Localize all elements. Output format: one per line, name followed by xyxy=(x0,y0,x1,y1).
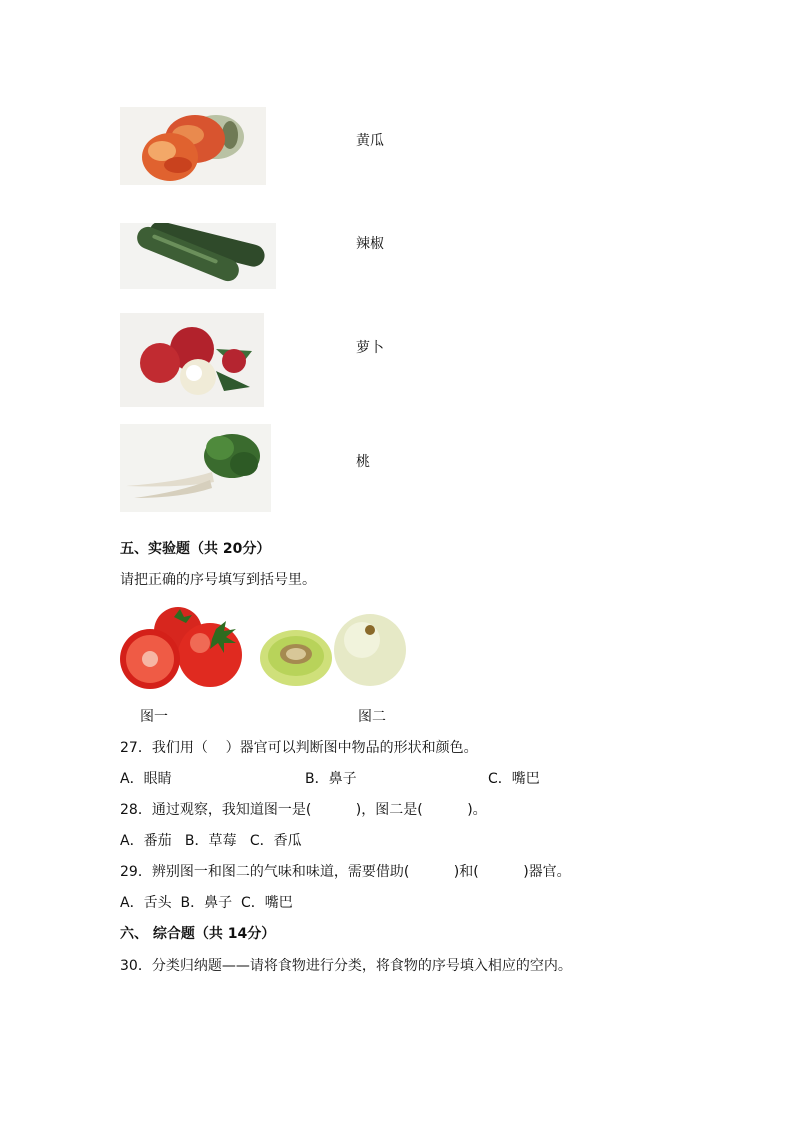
question-30: 30．分类归纳题——请将食物进行分类，将食物的序号填入相应的空内。 xyxy=(120,958,572,974)
cucumber-image xyxy=(120,223,276,289)
figure-1-label: 图一 xyxy=(140,709,168,725)
melon-icon xyxy=(258,612,406,690)
lychee-image xyxy=(120,313,264,407)
q29-options: A．舌头 B．鼻子 C．嘴巴 xyxy=(120,895,293,911)
peach-icon xyxy=(120,107,266,185)
match-word-1: 黄瓜 xyxy=(356,133,384,149)
question-27: 27．我们用（ ）器官可以判断图中物品的形状和颜色。 xyxy=(120,740,478,756)
figure-1-image xyxy=(118,603,250,693)
q27-option-b: B．鼻子 xyxy=(305,771,357,787)
radish-image xyxy=(120,424,271,512)
q28-options: A．番茄 B．草莓 C．香瓜 xyxy=(120,833,302,849)
match-word-3: 萝卜 xyxy=(356,340,384,356)
q27-option-a: A．眼睛 xyxy=(120,771,172,787)
radish-icon xyxy=(120,424,271,512)
tomato-icon xyxy=(118,603,250,693)
match-word-2: 辣椒 xyxy=(356,236,384,252)
figure-2-image xyxy=(258,612,406,690)
question-28: 28．通过观察，我知道图一是( )，图二是( )。 xyxy=(120,802,487,818)
question-29: 29．辨别图一和图二的气味和味道，需要借助( )和( )器官。 xyxy=(120,864,571,880)
section-5-instruction: 请把正确的序号填写到括号里。 xyxy=(120,572,316,588)
lychee-icon xyxy=(120,313,264,407)
cucumber-icon xyxy=(120,223,276,289)
q27-option-c: C．嘴巴 xyxy=(488,771,540,787)
match-word-4: 桃 xyxy=(356,454,370,470)
peach-image xyxy=(120,107,266,185)
section-5-heading: 五、实验题（共 20分） xyxy=(120,541,271,557)
figure-2-label: 图二 xyxy=(358,709,386,725)
section-6-heading: 六、 综合题（共 14分） xyxy=(120,926,276,942)
